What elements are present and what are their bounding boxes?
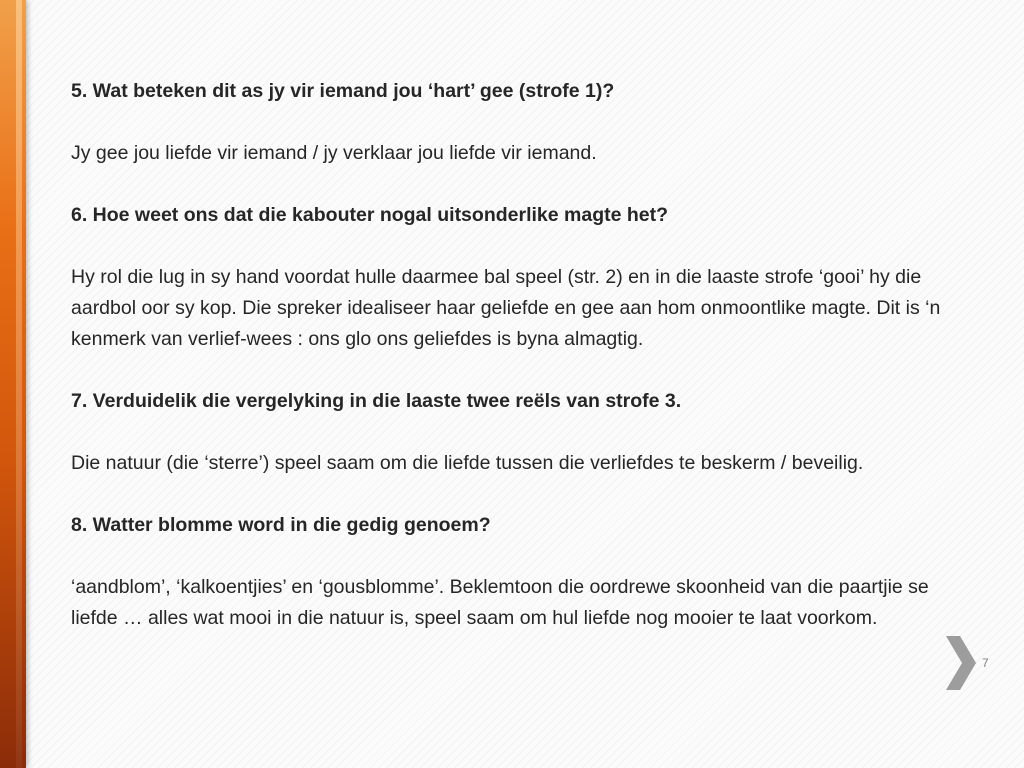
spacer	[71, 479, 971, 510]
spacer	[71, 231, 971, 262]
spacer	[71, 107, 971, 138]
answer-8: ‘aandblom’, ‘kalkoentjies’ en ‘gousblomme’. Beklemtoon die oordrewe skoonheid van die paartjie se liefde … alles wat mooi in die natuur is, speel saam om hul liefde nog mooier te laat voorkom.	[71, 576, 929, 629]
spacer	[71, 169, 971, 200]
slide-number: 7	[982, 656, 989, 670]
spacer	[71, 417, 971, 448]
answer-5: Jy gee jou liefde vir iemand / jy verklaar jou liefde vir iemand.	[71, 142, 597, 164]
slide-content	[71, 76, 971, 634]
question-7: 7. Verduidelik die vergelyking in die laaste twee reëls van strofe 3.	[71, 390, 682, 412]
answer-7: Die natuur (die ‘sterre’) speel saam om die liefde tussen die verliefdes te beskerm / beveilig.	[71, 452, 864, 474]
chevron-right-icon[interactable]	[940, 634, 980, 692]
question-8: 8. Watter blomme word in die gedig genoem?	[71, 514, 491, 536]
spacer	[71, 355, 971, 386]
spacer	[71, 541, 971, 572]
answer-6: Hy rol die lug in sy hand voordat hulle daarmee bal speel (str. 2) en in die laaste strofe ‘gooi’ hy die aardbol oor sy kop. Die spreker idealiseer haar geliefde en gee aan hom onmoontlike magte. Dit is ‘n kenmerk van verlief-wees : ons glo ons geliefdes is byna almagtig.	[71, 266, 941, 350]
question-5: 5. Wat beteken dit as jy vir iemand jou ‘hart’ gee (strofe 1)?	[71, 80, 615, 102]
question-6: 6. Hoe weet ons dat die kabouter nogal uitsonderlike magte het?	[71, 204, 669, 226]
side-accent-highlight	[16, 0, 22, 768]
side-accent-bar	[0, 0, 26, 768]
